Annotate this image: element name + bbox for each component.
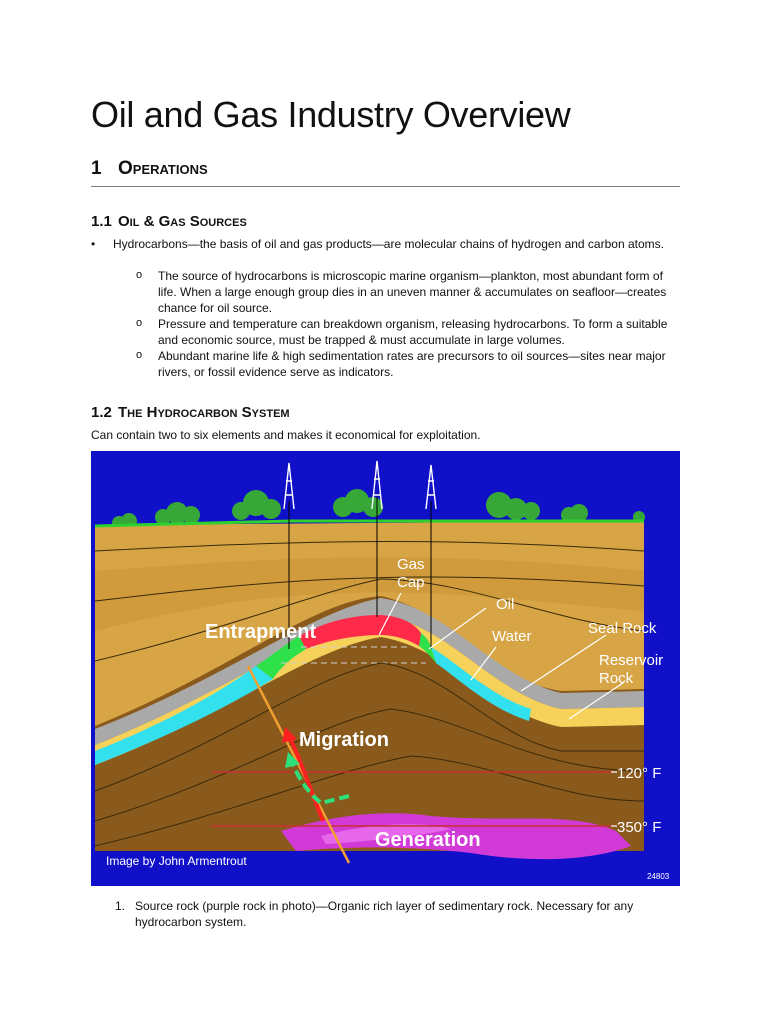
numbered-list-text: Source rock (purple rock in photo)—Organic rich layer of sedimentary rock. Necessary for any hydrocarbon system.: [135, 899, 634, 929]
bullet-text: Hydrocarbons—the basis of oil and gas products—are molecular chains of hydrogen and carbon atoms.: [113, 237, 664, 251]
section-1-1-number: 1.1: [91, 213, 112, 230]
sub-bullet-text: The source of hydrocarbons is microscopic marine organism—plankton, most abundant form of life. When a large enough group dies in an uneven manner & accumulates on seafloor—creates chance for oil source.: [158, 269, 667, 315]
label-figure-id: 24803: [647, 872, 670, 881]
label-water: Water: [492, 628, 532, 645]
label-gas-cap-line1: Gas: [397, 556, 425, 573]
sub-bullet-marker: o: [136, 269, 143, 281]
sub-bullet-marker: o: [136, 317, 143, 329]
bullet-marker: •: [91, 237, 96, 251]
section-1-2-intro: Can contain two to six elements and makes it economical for exploitation.: [91, 428, 481, 442]
label-entrapment: Entrapment: [205, 621, 317, 643]
label-gas-cap-line2: Cap: [397, 574, 425, 591]
label-generation: Generation: [375, 829, 481, 851]
section-1-2-number: 1.2: [91, 404, 112, 421]
section-1-1-title: Oil & Gas Sources: [118, 213, 247, 230]
sub-bullet-text: Abundant marine life & high sedimentation rates are precursors to oil sources—sites near major rivers, or fossil evidence serve as indicators.: [158, 349, 666, 379]
section-1-2-heading: [91, 404, 290, 421]
sub-bullet-text: Pressure and temperature can breakdown organism, releasing hydrocarbons. To form a suitable and economic source, must be trapped & must accumulate in large volumes.: [158, 317, 668, 347]
hydrocarbon-diagram: [91, 451, 680, 886]
document-title: Oil and Gas Industry Overview: [91, 94, 571, 135]
label-temp-120: 120° F: [617, 765, 662, 782]
label-seal-rock: Seal Rock: [588, 620, 657, 637]
section-1-heading: [91, 158, 680, 187]
numbered-list-number: 1.: [115, 899, 126, 913]
label-migration: Migration: [299, 729, 389, 751]
section-1-title: Operations: [118, 158, 208, 179]
label-reservoir-line1: Reservoir: [599, 652, 664, 669]
sub-bullet-marker: o: [136, 349, 143, 361]
section-1-number: 1: [91, 158, 102, 179]
label-image-credit: Image by John Armentrout: [106, 854, 247, 868]
section-1-1-heading: [91, 213, 247, 230]
label-oil: Oil: [496, 596, 515, 613]
hydrocarbon-system-figure: [91, 451, 680, 886]
label-temp-350: 350° F: [617, 819, 662, 836]
section-1-2-title: The Hydrocarbon System: [118, 404, 290, 421]
label-reservoir-line2: Rock: [599, 670, 634, 687]
